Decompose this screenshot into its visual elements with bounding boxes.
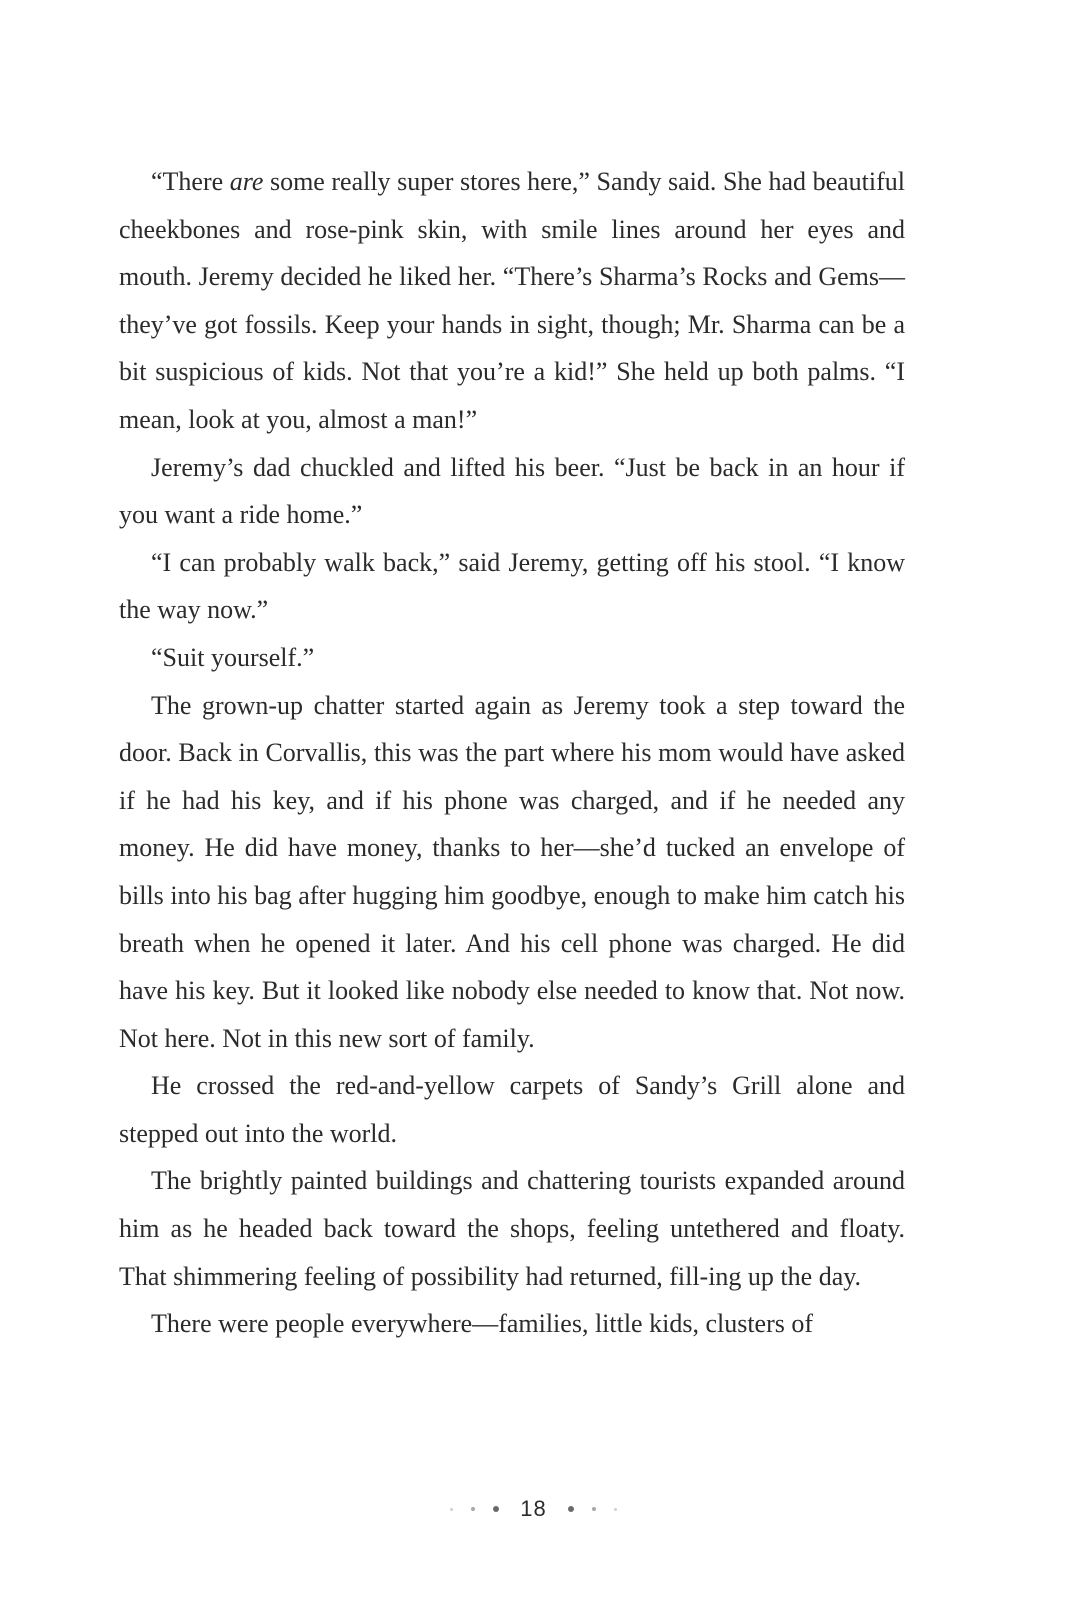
- page-number: 18: [520, 1496, 547, 1522]
- paragraph-1: [119, 158, 905, 444]
- paragraph-3: “I can probably walk back,” said Jeremy, getting off his stool. “I know the way now.”: [119, 547, 905, 625]
- folio-dot-icon: [450, 1508, 453, 1511]
- paragraph-4: “Suit yourself.”: [151, 642, 315, 672]
- folio-dot-icon: [614, 1508, 617, 1511]
- paragraph-6: He crossed the red-and-yellow carpets of Sandy’s Grill alone and stepped out into the world.: [119, 1071, 905, 1148]
- paragraph-5: The grown-up chatter started again as Jeremy took a step toward the door. Back in Corvallis, this was the part where his mom would have asked if he had his key, and if his phone was charged, and if he needed any money. He did have money, thanks to her—she’d tucked an envelope of bills into his bag after hugging him goodbye, enough to make him catch his breath when he opened it later. And his cell phone was charged. He did have his key. But it looked like nobody else needed to know that. Not now. Not here. Not in this new sort of family.: [119, 690, 905, 1053]
- page-footer: [0, 1493, 1067, 1524]
- paragraph-8: There were people everywhere—families, little kids, clusters of: [151, 1309, 814, 1339]
- emphasized-word: are: [229, 167, 264, 196]
- folio-dot-icon: [568, 1506, 574, 1512]
- folio-dot-icon: [592, 1507, 596, 1511]
- paragraph-2: Jeremy’s dad chuckled and lifted his beer. “Just be back in an hour if you want a ride home.”: [119, 452, 905, 530]
- folio-dot-icon: [471, 1507, 475, 1511]
- paragraph-1-start: “There: [151, 167, 230, 196]
- paragraph-1-rest: some really super stores here,” Sandy said. She had beautiful cheekbones and rose-pink skin, with smile lines around her eyes and mouth. Jeremy decided he liked her. “There’s Sharma’s Rocks and Gems—they’ve got fossils. Keep your hands in sight, though; Mr. Sharma can be a bit suspicious of kids. Not that you’re a kid!” She held up both palms. “I mean, look at you, almost a man!”: [119, 167, 905, 434]
- folio-dot-icon: [493, 1506, 499, 1512]
- paragraph-7: The brightly painted buildings and chattering tourists expanded around him as he headed back toward the shops, feeling untethered and floaty. That shimmering feeling of possibility had returned, fill-ing up the day.: [119, 1166, 905, 1291]
- body-text: [119, 158, 905, 1348]
